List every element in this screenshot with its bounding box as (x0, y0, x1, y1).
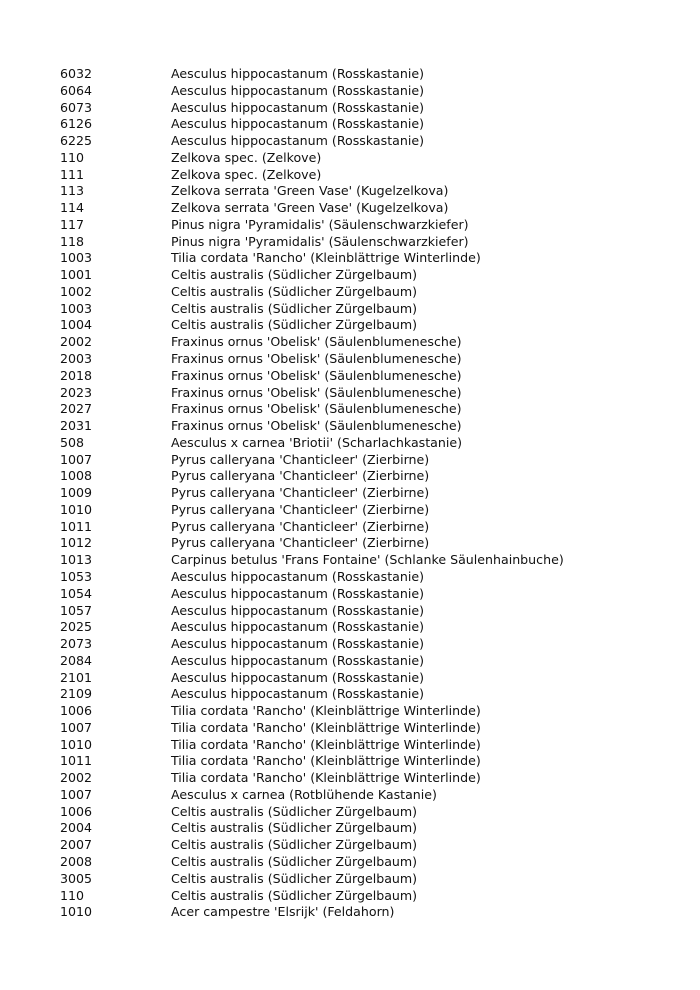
tree-species: Pyrus calleryana 'Chanticleer' (Zierbirne) (171, 468, 430, 484)
tree-number: 2002 (60, 334, 93, 350)
tree-species: Celtis australis (Südlicher Zürgelbaum) (171, 853, 418, 869)
tree-species: Tilia cordata 'Rancho' (Kleinblättrige Winterlinde) (171, 719, 481, 735)
table-row (60, 100, 680, 117)
tree-species: Zelkova serrata 'Green Vase' (Kugelzelkova) (171, 200, 449, 216)
tree-species: Tilia cordata 'Rancho' (Kleinblättrige Winterlinde) (171, 753, 481, 769)
tree-species: Acer campestre 'Elsrijk' (Feldahorn) (171, 904, 395, 920)
table-row (60, 66, 680, 83)
tree-number: 2004 (60, 820, 93, 836)
tree-species: Celtis australis (Südlicher Zürgelbaum) (171, 267, 418, 283)
tree-species: Pinus nigra 'Pyramidalis' (Säulenschwarzkiefer) (171, 233, 469, 249)
tree-species: Fraxinus ornus 'Obelisk' (Säulenblumenesche) (171, 401, 462, 417)
table-row (60, 200, 680, 217)
tree-number: 2003 (60, 351, 93, 367)
tree-species: Celtis australis (Südlicher Zürgelbaum) (171, 870, 418, 886)
tree-number: 2027 (60, 401, 93, 417)
table-row (60, 183, 680, 200)
tree-species: Aesculus hippocastanum (Rosskastanie) (171, 585, 424, 601)
tree-number: 114 (60, 200, 85, 216)
tree-species: Fraxinus ornus 'Obelisk' (Säulenblumenesche) (171, 351, 462, 367)
tree-number: 2008 (60, 853, 93, 869)
table-row (60, 686, 680, 703)
table-row (60, 351, 680, 368)
tree-number: 118 (60, 233, 85, 249)
table-row (60, 720, 680, 737)
tree-species: Aesculus hippocastanum (Rosskastanie) (171, 99, 424, 115)
tree-species: Pinus nigra 'Pyramidalis' (Säulenschwarzkiefer) (171, 216, 469, 232)
tree-number: 2002 (60, 770, 93, 786)
tree-list (60, 66, 680, 921)
tree-number: 110 (60, 149, 85, 165)
table-row (60, 552, 680, 569)
table-row (60, 636, 680, 653)
table-row (60, 670, 680, 687)
tree-number: 6073 (60, 99, 93, 115)
table-row (60, 418, 680, 435)
table-row (60, 301, 680, 318)
table-row (60, 234, 680, 251)
tree-number: 1013 (60, 552, 93, 568)
table-row (60, 619, 680, 636)
tree-number: 2023 (60, 384, 93, 400)
tree-species: Celtis australis (Südlicher Zürgelbaum) (171, 283, 418, 299)
table-row (60, 401, 680, 418)
tree-number: 1053 (60, 568, 93, 584)
table-row (60, 83, 680, 100)
tree-number: 111 (60, 166, 85, 182)
tree-number: 1007 (60, 786, 93, 802)
tree-species: Pyrus calleryana 'Chanticleer' (Zierbirne) (171, 535, 430, 551)
table-row (60, 334, 680, 351)
tree-species: Carpinus betulus 'Frans Fontaine' (Schlanke Säulenhainbuche) (171, 552, 564, 568)
tree-number: 1007 (60, 451, 93, 467)
tree-number: 1006 (60, 803, 93, 819)
tree-species: Celtis australis (Südlicher Zürgelbaum) (171, 887, 418, 903)
table-row (60, 317, 680, 334)
table-row (60, 368, 680, 385)
tree-number: 1057 (60, 602, 93, 618)
table-row (60, 804, 680, 821)
table-row (60, 703, 680, 720)
tree-species: Aesculus hippocastanum (Rosskastanie) (171, 568, 424, 584)
table-row (60, 485, 680, 502)
tree-number: 1009 (60, 485, 93, 501)
table-row (60, 535, 680, 552)
table-row (60, 435, 680, 452)
tree-species: Zelkova serrata 'Green Vase' (Kugelzelkova) (171, 183, 449, 199)
table-row (60, 888, 680, 905)
tree-number: 6064 (60, 82, 93, 98)
table-row (60, 586, 680, 603)
tree-species: Pyrus calleryana 'Chanticleer' (Zierbirne) (171, 485, 430, 501)
tree-number: 2031 (60, 418, 93, 434)
tree-number: 6032 (60, 66, 93, 81)
table-row (60, 603, 680, 620)
table-row (60, 468, 680, 485)
tree-number: 1010 (60, 904, 93, 920)
table-row (60, 150, 680, 167)
table-row (60, 753, 680, 770)
tree-species: Pyrus calleryana 'Chanticleer' (Zierbirne) (171, 501, 430, 517)
tree-species: Aesculus hippocastanum (Rosskastanie) (171, 66, 424, 81)
table-row (60, 502, 680, 519)
table-row (60, 787, 680, 804)
table-row (60, 854, 680, 871)
tree-species: Tilia cordata 'Rancho' (Kleinblättrige Winterlinde) (171, 250, 481, 266)
table-row (60, 267, 680, 284)
tree-species: Aesculus hippocastanum (Rosskastanie) (171, 116, 424, 132)
tree-species: Aesculus hippocastanum (Rosskastanie) (171, 619, 424, 635)
table-row (60, 250, 680, 267)
table-row (60, 385, 680, 402)
tree-number: 1007 (60, 719, 93, 735)
tree-species: Celtis australis (Südlicher Zürgelbaum) (171, 317, 418, 333)
tree-species: Aesculus x carnea 'Briotii' (Scharlachkastanie) (171, 434, 463, 450)
tree-species: Celtis australis (Südlicher Zürgelbaum) (171, 300, 418, 316)
tree-number: 1006 (60, 703, 93, 719)
tree-species: Aesculus hippocastanum (Rosskastanie) (171, 602, 424, 618)
table-row (60, 770, 680, 787)
tree-species: Aesculus hippocastanum (Rosskastanie) (171, 133, 424, 149)
tree-species: Aesculus hippocastanum (Rosskastanie) (171, 636, 424, 652)
tree-species: Pyrus calleryana 'Chanticleer' (Zierbirne) (171, 518, 430, 534)
tree-species: Zelkova spec. (Zelkove) (171, 166, 322, 182)
tree-number: 1011 (60, 518, 93, 534)
tree-species: Celtis australis (Südlicher Zürgelbaum) (171, 820, 418, 836)
tree-number: 508 (60, 434, 85, 450)
tree-species: Fraxinus ornus 'Obelisk' (Säulenblumenesche) (171, 334, 462, 350)
tree-number: 1008 (60, 468, 93, 484)
tree-number: 113 (60, 183, 85, 199)
tree-number: 1001 (60, 267, 93, 283)
tree-number: 6225 (60, 133, 93, 149)
tree-species: Tilia cordata 'Rancho' (Kleinblättrige Winterlinde) (171, 736, 481, 752)
table-row (60, 653, 680, 670)
table-row (60, 820, 680, 837)
tree-number: 1003 (60, 300, 93, 316)
table-row (60, 737, 680, 754)
tree-number: 1012 (60, 535, 93, 551)
tree-number: 2084 (60, 652, 93, 668)
tree-species: Pyrus calleryana 'Chanticleer' (Zierbirne) (171, 451, 430, 467)
tree-number: 6126 (60, 116, 93, 132)
tree-number: 110 (60, 887, 85, 903)
tree-number: 2025 (60, 619, 93, 635)
tree-number: 2007 (60, 837, 93, 853)
tree-species: Celtis australis (Südlicher Zürgelbaum) (171, 837, 418, 853)
tree-number: 1003 (60, 250, 93, 266)
table-row (60, 133, 680, 150)
tree-species: Aesculus hippocastanum (Rosskastanie) (171, 669, 424, 685)
table-row (60, 167, 680, 184)
tree-species: Aesculus x carnea (Rotblühende Kastanie) (171, 786, 437, 802)
table-row (60, 116, 680, 133)
tree-number: 2018 (60, 367, 93, 383)
tree-number: 1004 (60, 317, 93, 333)
tree-number: 1011 (60, 753, 93, 769)
table-row (60, 519, 680, 536)
table-row (60, 217, 680, 234)
tree-species: Celtis australis (Südlicher Zürgelbaum) (171, 803, 418, 819)
table-row (60, 452, 680, 469)
tree-number: 2109 (60, 686, 93, 702)
tree-number: 117 (60, 216, 85, 232)
table-row (60, 837, 680, 854)
table-row (60, 904, 680, 921)
tree-species: Aesculus hippocastanum (Rosskastanie) (171, 82, 424, 98)
table-row (60, 871, 680, 888)
table-row (60, 284, 680, 301)
tree-species: Zelkova spec. (Zelkove) (171, 149, 322, 165)
tree-species: Aesculus hippocastanum (Rosskastanie) (171, 652, 424, 668)
tree-species: Aesculus hippocastanum (Rosskastanie) (171, 686, 424, 702)
tree-number: 3005 (60, 870, 93, 886)
tree-species: Tilia cordata 'Rancho' (Kleinblättrige Winterlinde) (171, 770, 481, 786)
tree-number: 2073 (60, 636, 93, 652)
tree-number: 2101 (60, 669, 93, 685)
table-row (60, 569, 680, 586)
tree-species: Fraxinus ornus 'Obelisk' (Säulenblumenesche) (171, 418, 462, 434)
tree-species: Fraxinus ornus 'Obelisk' (Säulenblumenesche) (171, 384, 462, 400)
tree-number: 1010 (60, 501, 93, 517)
tree-number: 1054 (60, 585, 93, 601)
tree-species: Tilia cordata 'Rancho' (Kleinblättrige Winterlinde) (171, 703, 481, 719)
tree-species: Fraxinus ornus 'Obelisk' (Säulenblumenesche) (171, 367, 462, 383)
tree-number: 1010 (60, 736, 93, 752)
tree-number: 1002 (60, 283, 93, 299)
